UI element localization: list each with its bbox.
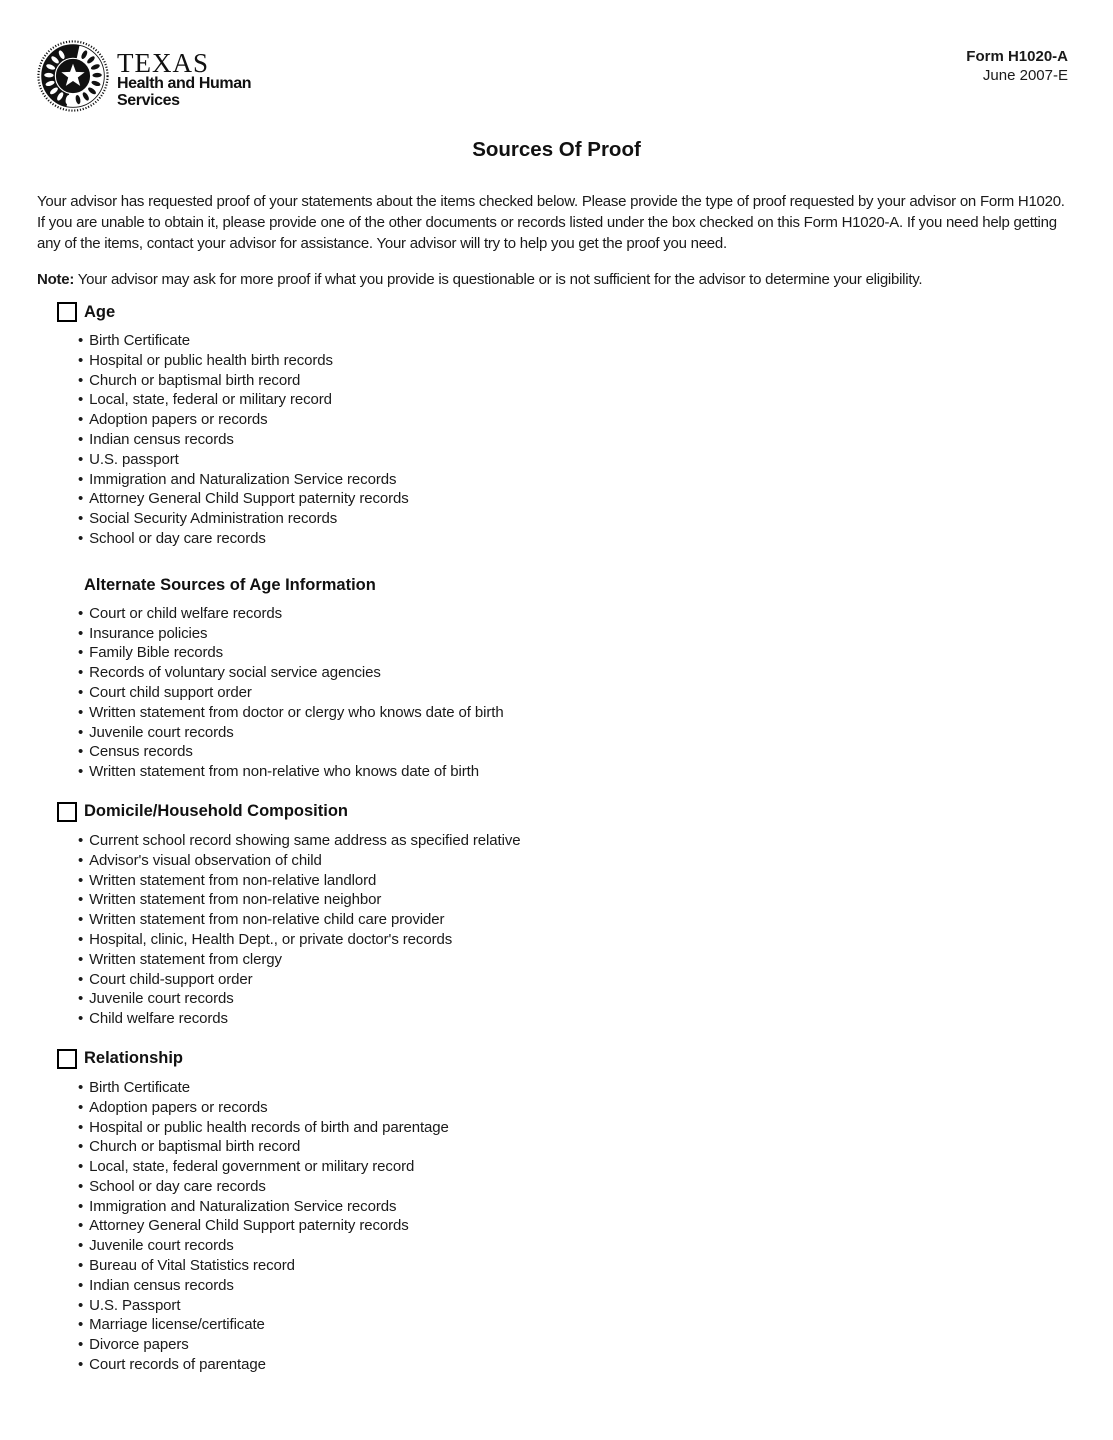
- item-text: Church or baptismal birth record: [89, 371, 301, 389]
- item-text: Adoption papers or records: [89, 411, 268, 429]
- list-item: [78, 762, 1113, 782]
- item-text: Juvenile court records: [89, 990, 234, 1008]
- list-item: [78, 703, 1113, 723]
- bullet-icon: •: [78, 871, 84, 889]
- item-text: Written statement from non-relative child care provider: [89, 911, 445, 929]
- list-item: [78, 331, 1113, 351]
- form-number: Form H1020-A: [966, 48, 1068, 65]
- bullet-icon: •: [78, 1138, 84, 1156]
- list-item: [78, 831, 1113, 851]
- bullet-icon: •: [78, 470, 84, 488]
- item-text: Local, state, federal government or military record: [89, 1158, 415, 1176]
- intro-paragraph: Your advisor has requested proof of your statements about the items checked below. Please provide the type of proof requested by your advisor on Form H1020. If you are unable to obtain it, please provide one of the other documents or records listed under the box checked on this Form H1020-A. If you need help getting any of the items, contact your advisor for assistance. Your advisor will try to help you get the proof you need.: [37, 193, 1065, 252]
- list-item: [78, 910, 1113, 930]
- item-text: Immigration and Naturalization Service records: [89, 470, 397, 488]
- bullet-icon: •: [78, 1316, 84, 1334]
- domicile-household-composition-checkbox[interactable]: [57, 802, 77, 822]
- logo-dept-line2: Services: [117, 91, 180, 109]
- list-item: [78, 1078, 1113, 1098]
- bullet-icon: •: [78, 1118, 84, 1136]
- bullet-icon: •: [78, 450, 84, 468]
- list-item: [78, 1296, 1113, 1316]
- list-item: [78, 1157, 1113, 1177]
- sections-container: [0, 302, 1113, 1383]
- list-item: [78, 430, 1113, 450]
- item-text: Social Security Administration records: [89, 510, 338, 528]
- bullet-icon: •: [78, 683, 84, 701]
- section-items: [0, 831, 1113, 1037]
- section-items: [0, 604, 1113, 790]
- item-text: Indian census records: [89, 430, 234, 448]
- item-text: Written statement from doctor or clergy who knows date of birth: [89, 703, 504, 721]
- list-item: [78, 1256, 1113, 1276]
- bullet-icon: •: [78, 743, 84, 761]
- list-item: [78, 470, 1113, 490]
- item-text: Family Bible records: [89, 644, 224, 662]
- item-text: Juvenile court records: [89, 1237, 234, 1255]
- list-item: [78, 1009, 1113, 1029]
- list-item: [78, 390, 1113, 410]
- item-text: Divorce papers: [89, 1336, 189, 1354]
- item-text: Written statement from non-relative who knows date of birth: [89, 763, 479, 781]
- item-text: Attorney General Child Support paternity records: [89, 1217, 409, 1235]
- item-text: Court child support order: [89, 683, 252, 701]
- bullet-icon: •: [78, 723, 84, 741]
- list-item: [78, 683, 1113, 703]
- page-title: Sources Of Proof: [472, 138, 641, 161]
- list-item: [78, 1118, 1113, 1138]
- list-item: [78, 1177, 1113, 1197]
- list-item: [78, 1355, 1113, 1375]
- item-text: Birth Certificate: [89, 1078, 190, 1096]
- list-item: [78, 1276, 1113, 1296]
- page-header: [0, 40, 1113, 112]
- bullet-icon: •: [78, 1158, 84, 1176]
- section-items: [0, 1078, 1113, 1383]
- age-checkbox[interactable]: [57, 302, 77, 322]
- bullet-icon: •: [78, 1257, 84, 1275]
- section-alternate-sources-of-age-information: [0, 576, 1113, 790]
- bullet-icon: •: [78, 510, 84, 528]
- bullet-icon: •: [78, 970, 84, 988]
- note-label: Note:: [37, 271, 75, 288]
- section-label: Domicile/Household Composition: [84, 802, 349, 821]
- item-text: Court records of parentage: [89, 1356, 266, 1374]
- bullet-icon: •: [78, 391, 84, 409]
- list-item: [78, 1335, 1113, 1355]
- section-header-relationship: [0, 1049, 1113, 1069]
- bullet-icon: •: [78, 831, 84, 849]
- bullet-icon: •: [78, 1356, 84, 1374]
- bullet-icon: •: [78, 1296, 84, 1314]
- list-item: [78, 871, 1113, 891]
- item-text: Written statement from clergy: [89, 950, 282, 968]
- bullet-icon: •: [78, 411, 84, 429]
- list-item: [78, 643, 1113, 663]
- item-text: Court child-support order: [89, 970, 253, 988]
- item-text: Juvenile court records: [89, 723, 234, 741]
- bullet-icon: •: [78, 1078, 84, 1096]
- item-text: Records of voluntary social service agencies: [89, 664, 381, 682]
- section-header-alternate-sources-of-age-information: [0, 576, 1113, 595]
- item-text: Child welfare records: [89, 1010, 228, 1028]
- form-meta: [966, 40, 1068, 85]
- list-item: [78, 529, 1113, 549]
- bullet-icon: •: [78, 1237, 84, 1255]
- list-item: [78, 970, 1113, 990]
- list-item: [78, 410, 1113, 430]
- note-text: Your advisor may ask for more proof if what you provide is questionable or is not sufficient for the advisor to determine your eligibility.: [77, 271, 923, 288]
- list-item: [78, 950, 1113, 970]
- bullet-icon: •: [78, 351, 84, 369]
- item-text: Immigration and Naturalization Service records: [89, 1197, 397, 1215]
- item-text: Adoption papers or records: [89, 1098, 268, 1116]
- bullet-icon: •: [78, 1336, 84, 1354]
- bullet-icon: •: [78, 703, 84, 721]
- item-text: Insurance policies: [89, 624, 208, 642]
- list-item: [78, 1197, 1113, 1217]
- item-text: Marriage license/certificate: [89, 1316, 265, 1334]
- item-text: Court or child welfare records: [89, 604, 283, 622]
- list-item: [78, 1315, 1113, 1335]
- section-label: Alternate Sources of Age Information: [84, 575, 376, 594]
- bullet-icon: •: [78, 1177, 84, 1195]
- bullet-icon: •: [78, 624, 84, 642]
- note-paragraph: [37, 269, 1065, 290]
- item-text: U.S. Passport: [89, 1296, 181, 1314]
- item-text: Written statement from non-relative neighbor: [89, 891, 382, 909]
- list-item: [78, 489, 1113, 509]
- bullet-icon: •: [78, 332, 84, 349]
- list-item: [78, 663, 1113, 683]
- texas-hhs-logo: [37, 40, 251, 112]
- bullet-icon: •: [78, 891, 84, 909]
- bullet-icon: •: [78, 490, 84, 508]
- bullet-icon: •: [78, 1010, 84, 1028]
- list-item: [78, 624, 1113, 644]
- item-text: School or day care records: [89, 1177, 266, 1195]
- item-text: Local, state, federal or military record: [89, 391, 332, 409]
- bullet-icon: •: [78, 1197, 84, 1215]
- list-item: [78, 509, 1113, 529]
- bullet-icon: •: [78, 1276, 84, 1294]
- list-item: [78, 1236, 1113, 1256]
- item-text: Hospital or public health records of birth and parentage: [89, 1118, 449, 1136]
- bullet-icon: •: [78, 1217, 84, 1235]
- bullet-icon: •: [78, 851, 84, 869]
- logo-text: [117, 40, 251, 109]
- list-item: [78, 1137, 1113, 1157]
- bullet-icon: •: [78, 990, 84, 1008]
- section-items: [0, 331, 1113, 557]
- item-text: Indian census records: [89, 1276, 234, 1294]
- section-label: Age: [84, 302, 116, 321]
- logo-dept-line1: Health and Human: [117, 75, 252, 92]
- list-item: [78, 989, 1113, 1009]
- list-item: [78, 890, 1113, 910]
- item-text: Census records: [89, 743, 193, 761]
- bullet-icon: •: [78, 604, 84, 622]
- item-text: Written statement from non-relative landlord: [89, 871, 377, 889]
- bullet-icon: •: [78, 763, 84, 781]
- section-age: [0, 302, 1113, 557]
- item-text: Current school record showing same address as specified relative: [89, 831, 521, 849]
- section-label: Relationship: [84, 1049, 184, 1068]
- list-item: [78, 1098, 1113, 1118]
- logo-org-name: TEXAS: [117, 48, 209, 78]
- bullet-icon: •: [78, 1098, 84, 1116]
- item-text: Hospital, clinic, Health Dept., or private doctor's records: [89, 930, 453, 948]
- bullet-icon: •: [78, 664, 84, 682]
- item-text: Hospital or public health birth records: [89, 351, 333, 369]
- list-item: [78, 742, 1113, 762]
- item-text: Birth Certificate: [89, 332, 190, 349]
- section-header-age: [0, 302, 1113, 322]
- item-text: U.S. passport: [89, 450, 179, 468]
- item-text: Church or baptismal birth record: [89, 1138, 301, 1156]
- item-text: Attorney General Child Support paternity records: [89, 490, 409, 508]
- list-item: [78, 851, 1113, 871]
- relationship-checkbox[interactable]: [57, 1049, 77, 1069]
- list-item: [78, 351, 1113, 371]
- section-header-domicile-household-composition: [0, 802, 1113, 822]
- item-text: Bureau of Vital Statistics record: [89, 1257, 295, 1275]
- bullet-icon: •: [78, 950, 84, 968]
- list-item: [78, 371, 1113, 391]
- item-text: Advisor's visual observation of child: [89, 851, 322, 869]
- list-item: [78, 1216, 1113, 1236]
- bullet-icon: •: [78, 371, 84, 389]
- bullet-icon: •: [78, 911, 84, 929]
- bullet-icon: •: [78, 430, 84, 448]
- form-date: June 2007-E: [982, 67, 1068, 84]
- section-domicile-household-composition: [0, 802, 1113, 1037]
- list-item: [78, 723, 1113, 743]
- bullet-icon: •: [78, 529, 84, 547]
- bullet-icon: •: [78, 644, 84, 662]
- list-item: [78, 450, 1113, 470]
- texas-hhs-seal-icon: [37, 40, 109, 112]
- list-item: [78, 604, 1113, 624]
- section-relationship: [0, 1049, 1113, 1383]
- list-item: [78, 930, 1113, 950]
- bullet-icon: •: [78, 930, 84, 948]
- item-text: School or day care records: [89, 529, 266, 547]
